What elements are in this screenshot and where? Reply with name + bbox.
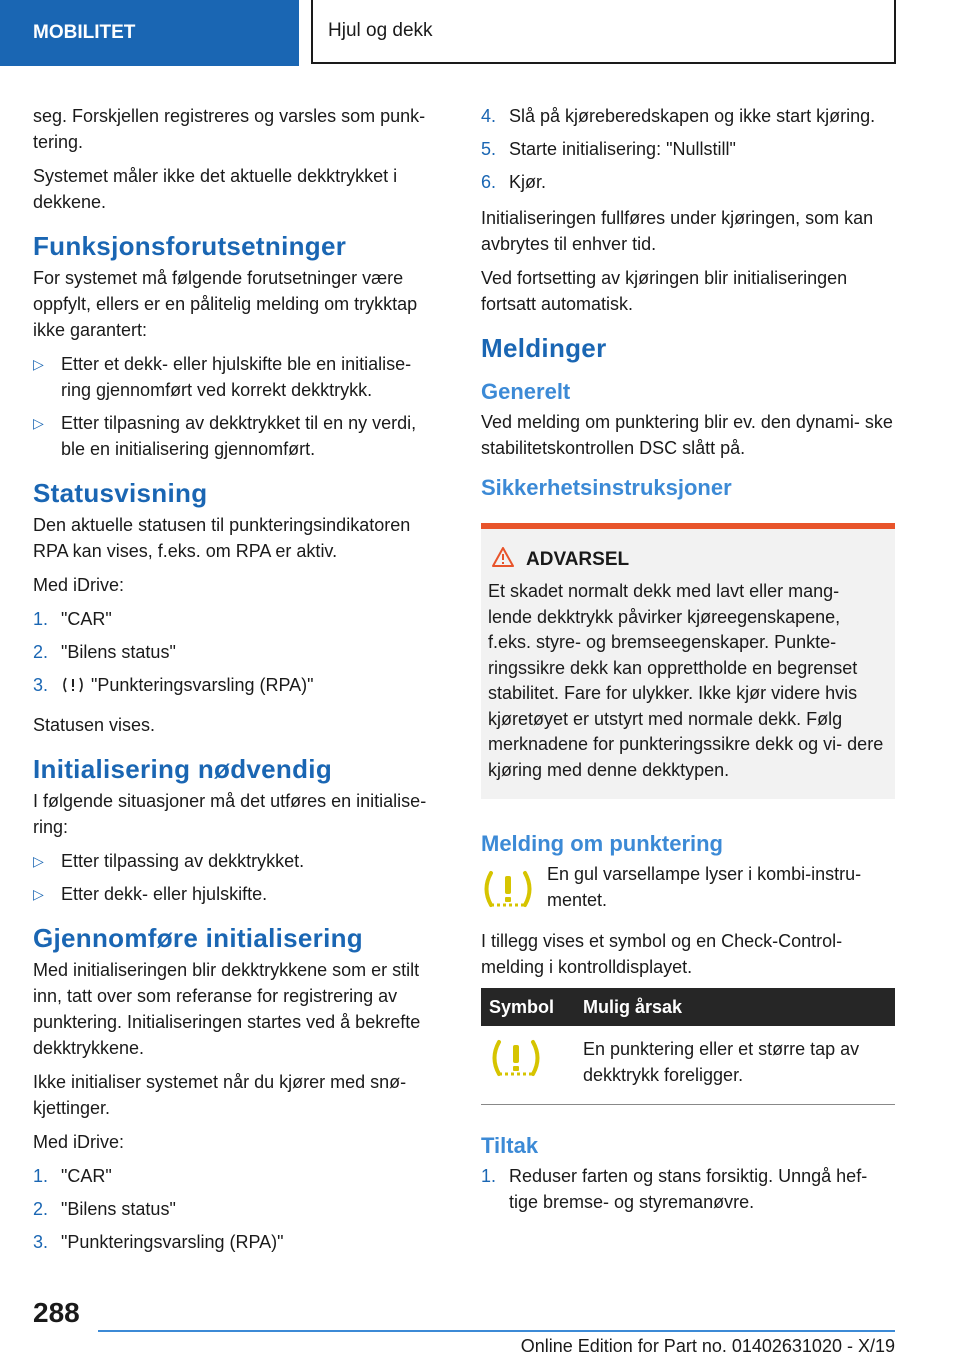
numbered-list xyxy=(33,1163,443,1255)
list-item: 2. "Bilens status" xyxy=(33,642,176,662)
paragraph: Initialiseringen fullføres under kjøringen, som kan avbrytes til enhver tid. xyxy=(481,208,874,254)
bullet-triangle-icon: ▷ xyxy=(33,356,44,372)
warning-text: Et skadet normalt dekk med lavt eller mang- lende dekktrykk påvirker kjøreegenskapene, f.eks. styre- og bremseegenskaper. Punkte- ringssikre dekk kan opprettholde en begrenset stabilitet. Fare for ulykker. Ikke kjør videre hvis kjøretøyet er utstyrt med normale dekk. Følg merknadene for punkteringssikre dekk og vi- dere kjøring med denne dekktypen. xyxy=(488,581,884,780)
list-item: 3. "Punkteringsvarsling (RPA)" xyxy=(33,1232,284,1252)
warning-box xyxy=(481,523,895,799)
heading-funksjonsforutsetninger: Funksjonsforutsetninger xyxy=(33,231,347,261)
bullet-list xyxy=(33,848,443,907)
paragraph: En gul varsellampe lyser i kombi-instru- mentet. xyxy=(547,864,862,910)
heading-tiltak: Tiltak xyxy=(481,1133,539,1158)
list-item: ▷ Etter tilpassing av dekktrykket. xyxy=(33,848,443,874)
paragraph: Den aktuelle statusen til punkteringsindikatoren RPA kan vises, f.eks. om RPA er aktiv. xyxy=(33,515,411,561)
list-item: ▷ Etter et dekk- eller hjulskifte ble en initialise- ring gjennomført ved korrekt dekktrykk. xyxy=(33,351,443,403)
warning-header xyxy=(488,547,887,573)
bullet-triangle-icon: ▷ xyxy=(33,886,44,902)
list-item: 6. Kjør. xyxy=(481,172,547,192)
paragraph: Systemet måler ikke det aktuelle dekktrykket i dekkene. xyxy=(33,166,398,212)
heading-melding-om-punktering: Melding om punktering xyxy=(481,831,723,856)
left-column xyxy=(33,103,443,1265)
paragraph: Statusen vises. xyxy=(33,715,156,735)
list-item: 1. "CAR" xyxy=(33,1166,112,1186)
bullet-triangle-icon: ▷ xyxy=(33,853,44,869)
list-item: 5. Starte initialisering: "Nullstill" xyxy=(481,139,736,159)
heading-gjennomfore-initialisering: Gjennomføre initialisering xyxy=(33,923,363,953)
numbered-list xyxy=(481,1163,895,1215)
tire-pressure-warning-icon xyxy=(61,675,85,702)
list-item: 1. "CAR" xyxy=(33,609,112,629)
table-cell-cause: En punktering eller et større tap av dekktrykk foreligger. xyxy=(575,1026,895,1105)
paragraph: Ved melding om punktering blir ev. den dynami- ske stabilitetskontrollen DSC slått på. xyxy=(481,412,893,458)
list-item: 4. Slå på kjøreberedskapen og ikke start kjøring. xyxy=(481,106,876,126)
edition-text: Online Edition for Part no. 01402631020 - X/19 xyxy=(520,1336,895,1356)
page-header xyxy=(0,0,960,66)
list-item: 3. "Punkteringsvarsling (RPA)" xyxy=(33,672,443,702)
heading-generelt: Generelt xyxy=(481,379,571,404)
heading-meldinger: Meldinger xyxy=(481,333,607,363)
list-item: 2. "Bilens status" xyxy=(33,1199,176,1219)
table-header-cause: Mulig årsak xyxy=(575,988,895,1026)
heading-sikkerhetsinstruksjoner: Sikkerhetsinstruksjoner xyxy=(481,475,732,500)
bullet-list xyxy=(33,351,443,462)
list-item: 1. Reduser farten og stans forsiktig. Unngå hef- tige bremse- og styremanøvre. xyxy=(481,1166,868,1212)
paragraph: Ved fortsetting av kjøringen blir initialiseringen fortsatt automatisk. xyxy=(481,268,848,314)
paragraph: Med iDrive: xyxy=(33,575,125,595)
numbered-list xyxy=(481,103,895,195)
list-item: ▷ Etter tilpasning av dekktrykket til en ny verdi, ble en initialisering gjennomført. xyxy=(33,410,443,462)
warning-title: ADVARSEL xyxy=(526,549,630,570)
table-row xyxy=(481,1026,895,1105)
paragraph: Med initialiseringen blir dekktrykkene som er stilt inn, tatt over som referanse for registrering av punktering. Initialiseringen startes ved å bekrefte dekktrykkene. xyxy=(33,960,421,1058)
paragraph: I tillegg vises et symbol og en Check-Control- melding i kontrolldisplayet. xyxy=(481,931,843,977)
heading-initialisering-nodvendig: Initialisering nødvendig xyxy=(33,754,333,784)
warning-lamp-row xyxy=(481,861,895,916)
page-number: 288 xyxy=(33,1297,80,1328)
chapter-title: Hjul og dekk xyxy=(311,0,896,64)
table-cell-symbol xyxy=(481,1026,575,1105)
tire-pressure-warning-icon xyxy=(489,1064,543,1084)
warning-triangle-icon xyxy=(488,547,526,573)
numbered-list xyxy=(33,606,443,702)
table-header-symbol: Symbol xyxy=(481,988,575,1026)
footer-divider xyxy=(98,1330,895,1332)
section-tab: MOBILITET xyxy=(0,0,299,66)
tire-pressure-warning-icon xyxy=(481,861,547,916)
heading-statusvisning: Statusvisning xyxy=(33,478,208,508)
paragraph: Med iDrive: xyxy=(33,1132,125,1152)
right-column xyxy=(481,103,895,1225)
list-item: ▷ Etter dekk- eller hjulskifte. xyxy=(33,881,443,907)
paragraph: seg. Forskjellen registreres og varsles som punk- tering. xyxy=(33,106,426,152)
bullet-triangle-icon: ▷ xyxy=(33,415,44,431)
paragraph: For systemet må følgende forutsetninger være oppfylt, ellers er en pålitelig melding om trykktap ikke garantert: xyxy=(33,268,418,340)
paragraph: I følgende situasjoner må det utføres en initialise- ring: xyxy=(33,791,427,837)
paragraph: Ikke initialiser systemet når du kjører med snø- kjettinger. xyxy=(33,1072,407,1118)
symbol-table xyxy=(481,988,895,1105)
